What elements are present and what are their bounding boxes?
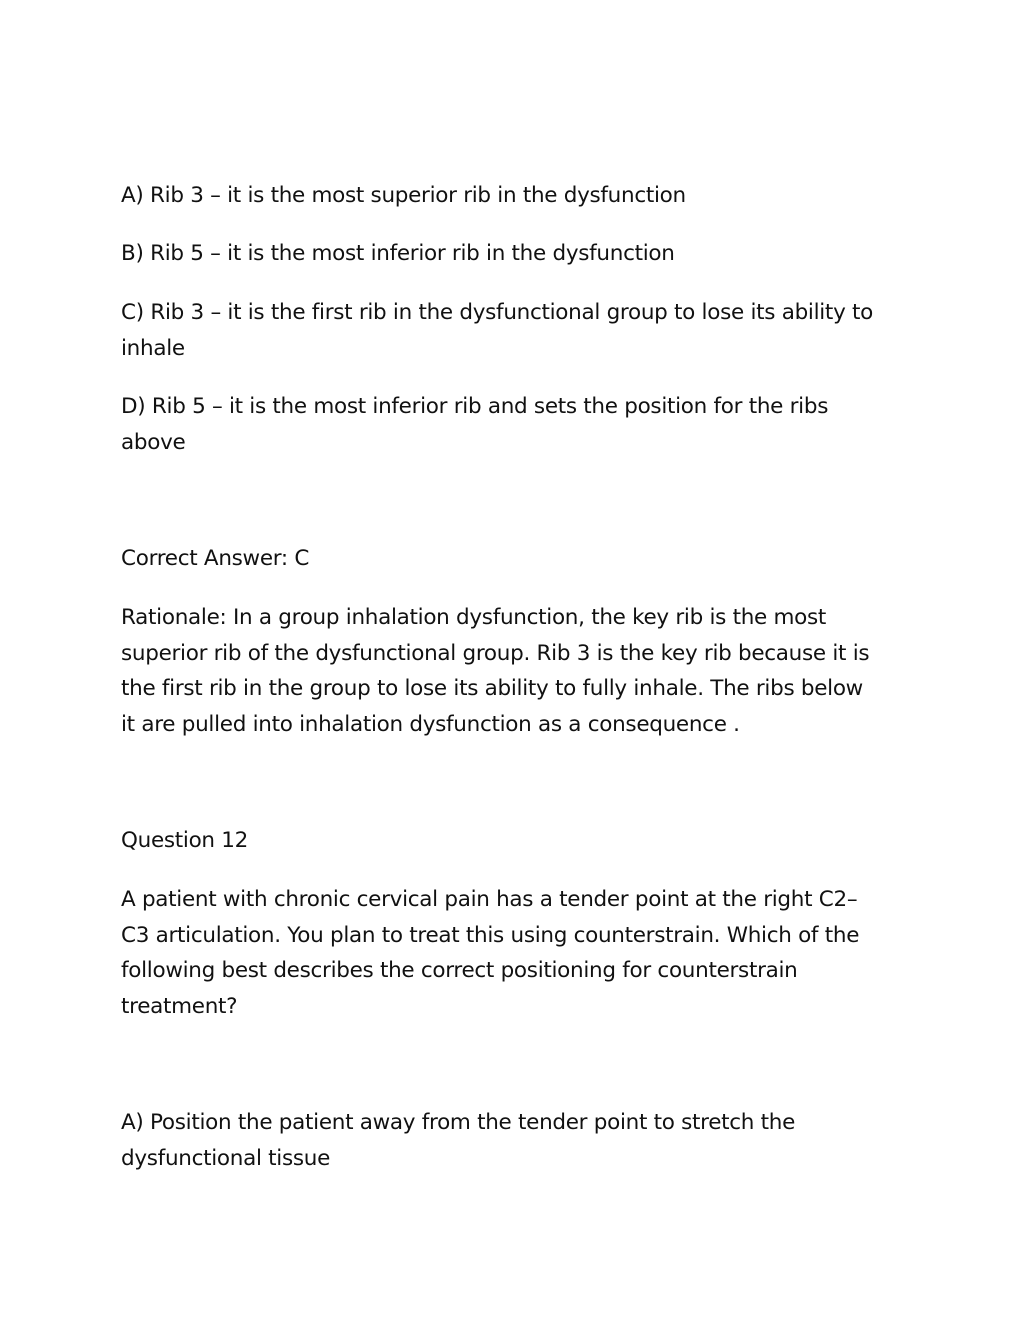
option-d <box>121 389 911 460</box>
question-stem-line-3: following best describes the correct positioning for counterstrain <box>121 958 798 983</box>
rationale-line-4: it are pulled into inhalation dysfunction as a consequence . <box>121 711 740 737</box>
question-stem-line-1: A patient with chronic cervical pain has a tender point at the right C2– <box>121 887 858 912</box>
question-stem-line-2: C3 articulation. You plan to treat this using counterstrain. Which of the <box>121 922 860 948</box>
rationale-line-1: Rationale: In a group inhalation dysfunction, the key rib is the most <box>121 605 827 630</box>
q12-option-a-line-2: dysfunctional tissue <box>121 1145 331 1171</box>
rationale-line-2: superior rib of the dysfunctional group. Rib 3 is the key rib because it is <box>121 640 870 666</box>
option-c-line-1: C) Rib 3 – it is the first rib in the dysfunctional group to lose its ability to <box>121 300 874 325</box>
option-a-line: A) Rib 3 – it is the most superior rib in the dysfunction <box>121 183 686 208</box>
question-stem <box>121 882 911 1024</box>
q12-option-a-line-1: A) Position the patient away from the tender point to stretch the <box>121 1110 796 1135</box>
q12-option-a <box>121 1105 911 1176</box>
option-a <box>121 178 911 214</box>
question-stem-line-4: treatment? <box>121 993 238 1019</box>
correct-answer-text: Correct Answer: C <box>121 546 310 571</box>
rationale <box>121 600 911 742</box>
option-c <box>121 295 911 366</box>
option-d-line-2: above <box>121 429 186 455</box>
option-b-line: B) Rib 5 – it is the most inferior rib in the dysfunction <box>121 241 675 266</box>
option-d-line-1: D) Rib 5 – it is the most inferior rib and sets the position for the ribs <box>121 394 829 419</box>
question-heading <box>121 823 911 859</box>
option-b <box>121 236 911 272</box>
correct-answer <box>121 541 911 577</box>
question-heading-text: Question 12 <box>121 828 249 853</box>
option-c-line-2: inhale <box>121 335 185 361</box>
rationale-line-3: the first rib in the group to lose its ability to fully inhale. The ribs below <box>121 676 863 701</box>
